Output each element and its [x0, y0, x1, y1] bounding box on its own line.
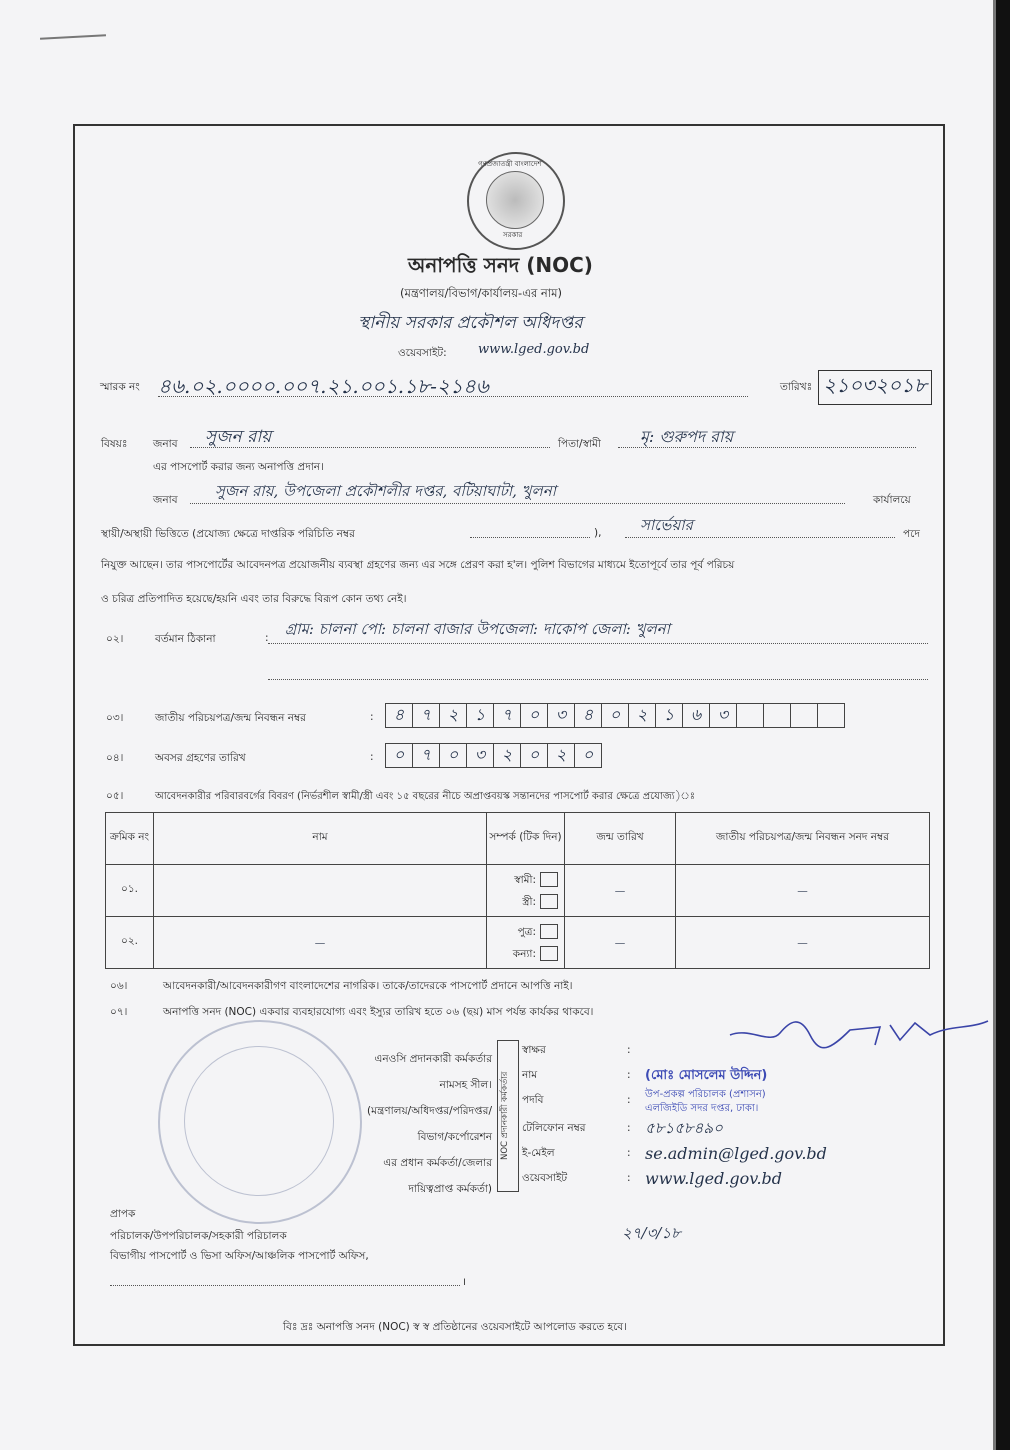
- address-label: বর্তমান ঠিকানা: [155, 633, 216, 645]
- row-serial: ০১.: [106, 865, 154, 917]
- row-serial: ০২.: [106, 917, 154, 969]
- family-num: ০৫।: [106, 790, 124, 802]
- field-colon: :: [627, 1147, 631, 1159]
- office-mr-label: জনাব: [153, 494, 178, 506]
- col-serial: ক্রমিক নং: [106, 813, 154, 865]
- family-table: [105, 812, 930, 969]
- field-colon: :: [627, 1172, 631, 1184]
- issuer-line: এর প্রধান কর্মকর্তা/জেলার: [383, 1157, 492, 1169]
- nid-digit: ১: [655, 703, 683, 728]
- table-row: [106, 865, 930, 917]
- designation-value: উপ-প্রকল্প পরিচালক (প্রশাসন): [645, 1089, 766, 1100]
- memo-dots: [158, 396, 748, 397]
- father-dots: [618, 447, 916, 448]
- field-value: www.lged.gov.bd: [645, 1169, 783, 1188]
- clause-num: ০৭।: [110, 1006, 128, 1018]
- website-label: ওয়েবসাইট:: [398, 347, 447, 359]
- field-label: নাম: [522, 1069, 538, 1081]
- nid-label: জাতীয় পরিচয়পত্র/জন্ম নিবন্ধন নম্বর: [155, 712, 306, 724]
- office-value: সুজন রায়, উপজেলা প্রকৌশলীর দপ্তর, বটিয়াঘাটা, খুলনা: [215, 482, 556, 500]
- row-dob: —: [565, 917, 676, 969]
- row-nid: —: [676, 917, 930, 969]
- office-name: স্থানীয় সরকার প্রকৌশল অধিদপ্তর: [358, 313, 583, 333]
- retire-label: অবসর গ্রহণের তারিখ: [155, 752, 246, 764]
- row-name: —: [154, 917, 487, 969]
- address-num: ০২।: [106, 633, 124, 645]
- nid-digit: [763, 703, 791, 728]
- issuer-line: এনওসি প্রদানকারী কর্মকর্তার: [374, 1053, 492, 1065]
- field-label: ওয়েবসাইট: [522, 1172, 568, 1184]
- relation-checkbox[interactable]: [540, 894, 558, 909]
- clause-num: ০৬।: [110, 980, 128, 992]
- nid-digit: [736, 703, 764, 728]
- website-value: www.lged.gov.bd: [478, 342, 590, 357]
- relation-label-b: স্ত্রী:: [522, 895, 536, 908]
- father-label: পিতা/স্বামী: [558, 438, 601, 450]
- recipient-end: ।: [462, 1276, 466, 1288]
- address-dots-2: [268, 679, 928, 680]
- field-value: se.admin@lged.gov.bd: [645, 1144, 827, 1163]
- nid-digit: ৪: [574, 703, 602, 728]
- col-nid: জাতীয় পরিচয়পত্র/জন্ম নিবন্ধন সনদ নম্বর: [676, 813, 930, 865]
- nid-digit: ৩: [547, 703, 575, 728]
- field-colon: :: [627, 1094, 631, 1106]
- employment-line1-close: ),: [594, 527, 602, 539]
- post-dots: [625, 537, 895, 538]
- nid-digit: ০: [520, 703, 548, 728]
- nid-digit: ২: [628, 703, 656, 728]
- retire-digit: ০: [439, 743, 467, 768]
- row-nid: —: [676, 865, 930, 917]
- issuer-line: নামসহ সীল।: [439, 1079, 492, 1091]
- relation-checkbox[interactable]: [540, 924, 558, 939]
- issuer-description: [367, 1046, 492, 1202]
- id-dots: [470, 537, 590, 538]
- seal-top-text: গণপ্রজাতন্ত্রী বাংলাদেশ: [478, 160, 542, 168]
- office-karyalay-label: কার্যালয়ে: [873, 494, 911, 506]
- nid-digit: ৩: [709, 703, 737, 728]
- relation-label-a: স্বামী:: [514, 873, 536, 886]
- row-dob: —: [565, 865, 676, 917]
- recipient-dots: [110, 1285, 460, 1286]
- retire-digit: ০: [520, 743, 548, 768]
- post-value: সার্ভেয়ার: [640, 516, 693, 534]
- post-label: পদে: [903, 528, 920, 540]
- field-value: (মোঃ মোসলেম উদ্দিন): [645, 1068, 768, 1083]
- office-stamp-inner: [184, 1046, 334, 1196]
- field-value: [645, 1088, 766, 1116]
- family-intro: আবেদনকারীর পরিবারবর্গের বিবরণ (নির্ভরশীল স্বামী/স্ত্রী এবং ১৫ বছরের নীচে অপ্রাপ্তবয়স্ক সন্তানদের পাসপোর্ট করার ক্ষেত্রে প্রযোজ্য)ঃ: [155, 791, 696, 802]
- retire-digit: ০: [385, 743, 413, 768]
- recipient-line1: পরিচালক/উপপরিচালক/সহকারী পরিচালক: [110, 1230, 287, 1242]
- field-row: [522, 1141, 827, 1166]
- date-value: ২১০৩২০১৮: [818, 370, 932, 405]
- date-label: তারিখঃ: [780, 381, 813, 393]
- nid-digit: ২: [439, 703, 467, 728]
- subject-label: বিষয়ঃ: [101, 438, 128, 450]
- retire-digit: ০: [574, 743, 602, 768]
- field-row: [522, 1166, 827, 1191]
- field-label: স্বাক্ষর: [522, 1044, 546, 1056]
- row-name: [154, 865, 487, 917]
- issuer-line: বিভাগ/কর্পোরেশন: [417, 1131, 492, 1143]
- name-dots: [190, 447, 550, 448]
- nid-colon: :: [370, 711, 374, 723]
- ministry-subtitle: (মন্ত্রণালয়/বিভাগ/কার্যালয়-এর নাম): [400, 286, 563, 300]
- staple-mark: [40, 34, 106, 39]
- vertical-noc-label: NOC প্রদানকারী কর্মকর্তার: [497, 1040, 519, 1192]
- employment-line2: নিযুক্ত আছেন। তার পাসপোর্টের আবেদনপত্র প্রয়োজনীয় ব্যবস্থা গ্রহণের জন্য এর সঙ্গে প্রেরণ করা হ'ল। পুলিশ বিভাগের মাধ্যমে ইতোপূর্বে তার পূর্ব পরিচয়: [101, 559, 735, 571]
- row-relation: [487, 865, 565, 917]
- field-colon: :: [627, 1069, 631, 1081]
- retire-digit: ২: [493, 743, 521, 768]
- field-value: ৫৮১৫৮৪৯০: [645, 1119, 723, 1137]
- memo-label: স্মারক নং: [100, 381, 140, 393]
- stamp-subline: এলজিইডি সদর দপ্তর, ঢাকা।: [645, 1103, 759, 1114]
- retire-boxes: [385, 743, 601, 768]
- address-dots-1: [268, 643, 928, 644]
- col-relation: সম্পর্ক (টিক দিন): [487, 813, 565, 865]
- memo-number: ৪৬.০২.০০০০.০০৭.২১.০০১.১৮-২১৪৬: [158, 374, 489, 398]
- signature: [700, 1005, 990, 1075]
- employment-line1: স্থায়ী/অস্থায়ী ভিত্তিতে (প্রযোজ্য ক্ষেত্রে দাপ্তরিক পরিচিতি নম্বর: [101, 528, 355, 540]
- nid-num: ০৩।: [106, 712, 124, 724]
- subject-mr-label: জনাব: [153, 438, 178, 450]
- father-name: মৃ: গুরুপদ রায়: [640, 427, 734, 446]
- nid-digit: ০: [601, 703, 629, 728]
- relation-label-b: কন্যা:: [512, 947, 536, 960]
- nid-digit: [817, 703, 845, 728]
- field-row: [522, 1088, 827, 1116]
- employment-line3: ও চরিত্র প্রতিপাদিত হয়েছে/হয়নি এবং তার বিরুদ্ধে বিরূপ কোন তথ্য নেই।: [101, 593, 407, 605]
- retire-num: ০৪।: [106, 752, 124, 764]
- field-label: টেলিফোন নম্বর: [522, 1122, 586, 1134]
- initial-date: ২৭/৩/১৮: [622, 1224, 681, 1242]
- recipient-line2: বিভাগীয় পাসপোর্ট ও ভিসা অফিস/আঞ্চলিক পাসপোর্ট অফিস,: [110, 1250, 369, 1262]
- nid-digit: ৭: [493, 703, 521, 728]
- issuer-line: দায়িত্বপ্রাপ্ত কর্মকর্তা): [408, 1183, 492, 1195]
- issuer-line: (মন্ত্রণালয়/অধিদপ্তর/পরিদপ্তর/: [367, 1105, 492, 1117]
- table-row: [106, 917, 930, 969]
- nid-digit: ৭: [412, 703, 440, 728]
- row-relation: [487, 917, 565, 969]
- field-label: ই-মেইল: [522, 1147, 555, 1159]
- field-colon: :: [627, 1044, 631, 1056]
- retire-colon: :: [370, 751, 374, 763]
- subject-purpose: এর পাসপোর্ট করার জন্য অনাপত্তি প্রদান।: [153, 461, 324, 473]
- nid-digit: [790, 703, 818, 728]
- seal-bottom-text: সরকার: [503, 231, 523, 239]
- applicant-name: সুজন রায়: [205, 427, 272, 447]
- address-value: গ্রাম: চালনা পো: চালনা বাজার উপজেলা: দাকোপ জেলা: খুলনা: [285, 620, 670, 638]
- document-title: অনাপত্তি সনদ (NOC): [408, 253, 593, 277]
- field-label: পদবি: [522, 1094, 544, 1106]
- nid-digit: ৪: [385, 703, 413, 728]
- clause-text: আবেদনকারী/আবেদনকারীগণ বাংলাদেশের নাগরিক। তাকে/তাদেরকে পাসপোর্ট প্রদানে আপত্তি নাই।: [163, 980, 573, 992]
- page-edge: [996, 0, 1010, 1450]
- relation-checkbox[interactable]: [540, 872, 558, 887]
- clause-text: অনাপত্তি সনদ (NOC) একবার ব্যবহারযোগ্য এবং ইস্যুর তারিখ হতে ০৬ (ছয়) মাস পর্যন্ত কার্যকর থাকবে।: [163, 1006, 594, 1018]
- relation-label-a: পুত্র:: [517, 925, 536, 938]
- field-colon: :: [627, 1122, 631, 1134]
- col-name: নাম: [154, 813, 487, 865]
- col-dob: জন্ম তারিখ: [565, 813, 676, 865]
- relation-checkbox[interactable]: [540, 946, 558, 961]
- nid-digit: ৬: [682, 703, 710, 728]
- recipient-label: প্রাপক: [110, 1208, 136, 1220]
- footer-note: বিঃ দ্রঃ অনাপত্তি সনদ (NOC) স্ব স্ব প্রতিষ্ঠানের ওয়েবসাইটে আপলোড করতে হবে।: [283, 1321, 627, 1333]
- field-row: [522, 1116, 827, 1141]
- nid-boxes: [385, 703, 844, 728]
- retire-digit: ৭: [412, 743, 440, 768]
- retire-digit: ৩: [466, 743, 494, 768]
- retire-digit: ২: [547, 743, 575, 768]
- office-dots: [190, 503, 845, 504]
- address-colon: :: [265, 632, 269, 644]
- nid-digit: ১: [466, 703, 494, 728]
